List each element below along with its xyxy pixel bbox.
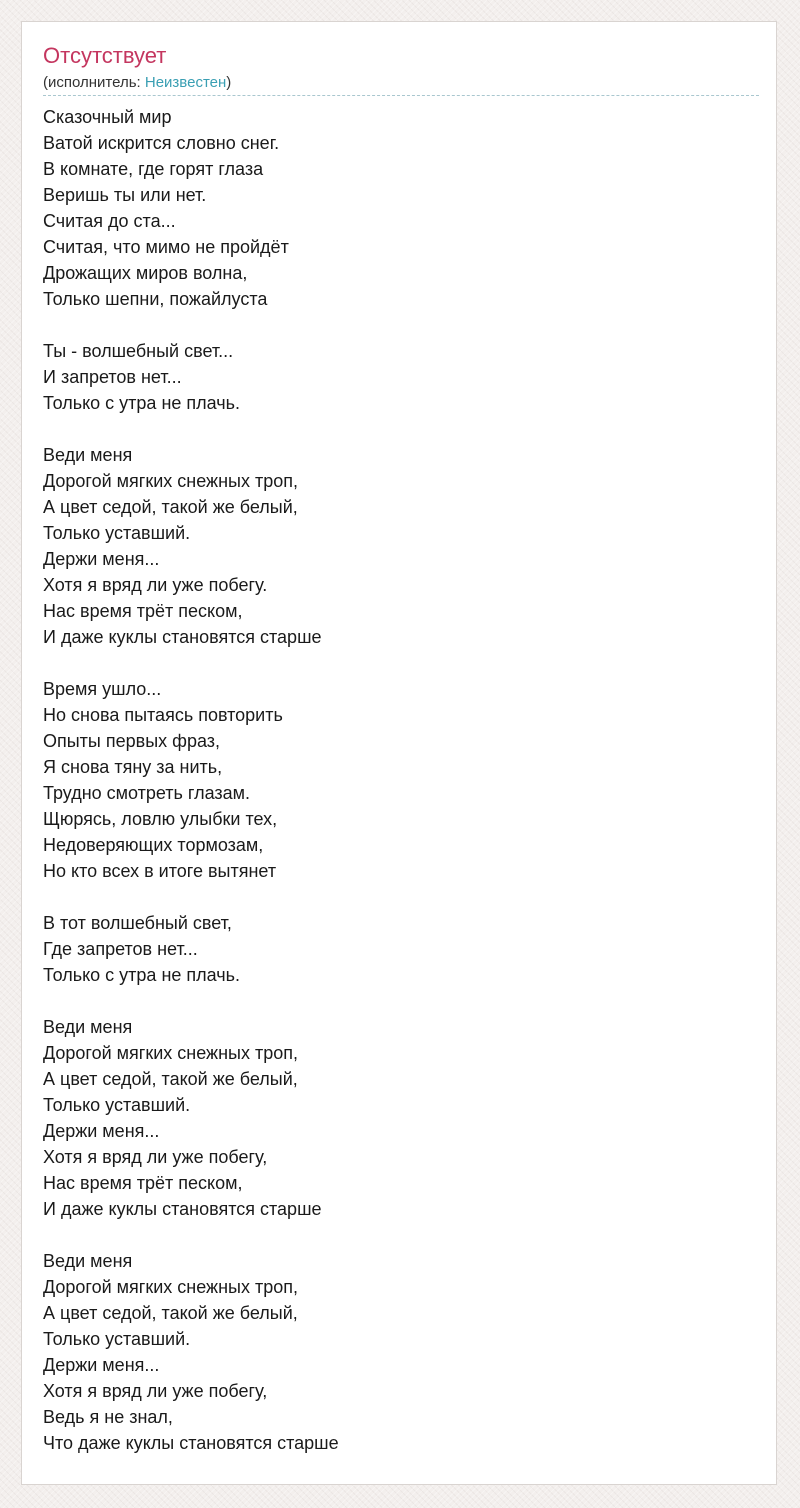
artist-suffix: ) [226,74,232,91]
lyric-line: Дорогой мягких снежных троп, [43,471,298,491]
lyric-line: Держи меня... [43,549,160,569]
lyric-line: Хотя я вряд ли уже побегу, [43,1147,268,1167]
lyric-line: И даже куклы становятся старше [43,627,322,647]
lyric-line: А цвет седой, такой же белый, [43,497,298,517]
lyric-line: Веди меня [43,1251,133,1271]
lyric-line: Хотя я вряд ли уже побегу. [43,575,268,595]
lyric-line: А цвет седой, такой же белый, [43,1069,298,1089]
artist-link[interactable]: Неизвестен [144,74,227,91]
lyrics-body [43,104,759,1456]
lyric-line: Ведь я не знал, [43,1407,173,1427]
lyrics-stanza [43,1248,759,1456]
lyric-line: И запретов нет... [43,367,182,387]
lyric-line: Я снова тяну за нить, [43,757,223,777]
lyric-line: Ватой искрится словно снег. [43,133,280,153]
lyric-line: Только с утра не плачь. [43,393,241,413]
lyric-line: Щюрясь, ловлю улыбки тех, [43,809,278,829]
song-header [43,43,759,96]
lyric-line: Только с утра не плачь. [43,965,241,985]
lyric-line: Дорогой мягких снежных троп, [43,1277,298,1297]
lyrics-stanza [43,676,759,884]
artist-prefix: (исполнитель: [43,74,145,91]
lyric-line: Держи меня... [43,1355,160,1375]
lyric-line: Веди меня [43,445,133,465]
lyric-line: Где запретов нет... [43,939,198,959]
lyric-line: А цвет седой, такой же белый, [43,1303,298,1323]
lyric-line: Но снова пытаясь повторить [43,705,283,725]
lyric-line: В тот волшебный свет, [43,913,232,933]
lyrics-stanza [43,442,759,650]
lyric-line: Держи меня... [43,1121,160,1141]
lyric-line: Недоверяющих тормозам, [43,835,264,855]
lyric-line: Считая до ста... [43,211,176,231]
lyric-line: Только уставший. [43,1095,191,1115]
lyric-line: Дорогой мягких снежных троп, [43,1043,298,1063]
lyric-line: Только шепни, пожайлуста [43,289,268,309]
lyric-line: Только уставший. [43,1329,191,1349]
lyric-line: Веди меня [43,1017,133,1037]
lyric-line: Только уставший. [43,523,191,543]
lyric-line: Нас время трёт песком, [43,601,243,621]
lyrics-stanza [43,910,759,988]
lyric-line: Дрожащих миров волна, [43,263,248,283]
lyric-line: Что даже куклы становятся старше [43,1433,339,1453]
song-title: Отсутствует [43,43,167,68]
lyric-line: Трудно смотреть глазам. [43,783,251,803]
lyric-line: И даже куклы становятся старше [43,1199,322,1219]
artist-line [43,73,231,93]
lyric-line: Сказочный мир [43,107,172,127]
lyric-line: Время ушло... [43,679,162,699]
lyric-line: Нас время трёт песком, [43,1173,243,1193]
lyric-line: Но кто всех в итоге вытянет [43,861,277,881]
lyric-line: Хотя я вряд ли уже побегу, [43,1381,268,1401]
lyric-line: Веришь ты или нет. [43,185,207,205]
lyrics-card [21,21,777,1485]
lyric-line: Ты - волшебный свет... [43,341,234,361]
lyrics-stanza [43,104,759,312]
lyric-line: Считая, что мимо не пройдёт [43,237,289,257]
lyric-line: В комнате, где горят глаза [43,159,264,179]
lyric-line: Опыты первых фраз, [43,731,221,751]
lyrics-stanza [43,1014,759,1222]
lyrics-stanza [43,338,759,416]
